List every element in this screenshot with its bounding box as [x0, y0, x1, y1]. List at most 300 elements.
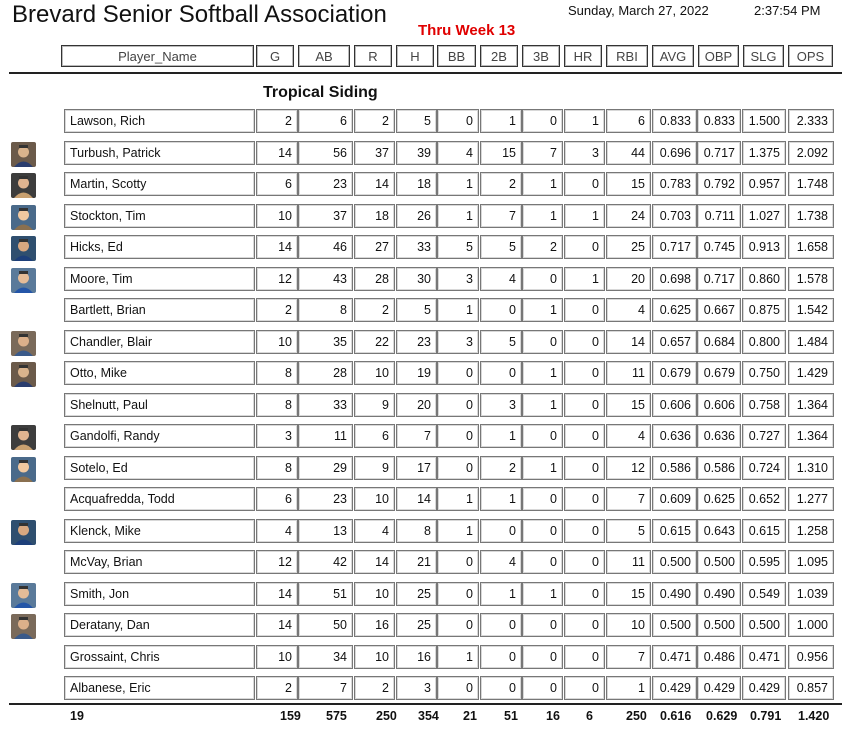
- stat-cell-ab: 33: [298, 393, 353, 417]
- stat-cell-avg: 0.696: [652, 141, 697, 165]
- total-avg: 0.616: [660, 709, 692, 723]
- stat-cell-g: 8: [256, 393, 298, 417]
- stat-cell-ops: 1.364: [788, 424, 834, 448]
- column-header-3b: 3B: [522, 45, 560, 67]
- stat-cell-bb: 1: [437, 298, 479, 322]
- stat-cell-2b: 1: [480, 109, 522, 133]
- stat-cell-rbi: 11: [606, 550, 651, 574]
- stat-cell-2b: 0: [480, 519, 522, 543]
- stat-cell-ops: 1.578: [788, 267, 834, 291]
- column-header-hr: HR: [564, 45, 602, 67]
- stat-cell-bb: 1: [437, 645, 479, 669]
- stat-cell-h: 5: [396, 298, 437, 322]
- stat-cell-h: 39: [396, 141, 437, 165]
- stat-cell-rbi: 44: [606, 141, 651, 165]
- stat-cell-obp: 0.792: [697, 172, 741, 196]
- total-bb: 21: [463, 709, 477, 723]
- player-photo: [11, 268, 36, 293]
- total-h: 354: [418, 709, 439, 723]
- stat-cell-ab: 43: [298, 267, 353, 291]
- stat-cell-obp: 0.711: [697, 204, 741, 228]
- stat-cell-obp: 0.745: [697, 235, 741, 259]
- stat-cell-h: 5: [396, 109, 437, 133]
- stat-cell-obp: 0.486: [697, 645, 741, 669]
- stat-cell-ab: 23: [298, 172, 353, 196]
- stat-cell-slg: 0.957: [742, 172, 786, 196]
- stat-cell-g: 12: [256, 267, 298, 291]
- stat-cell-3b: 1: [522, 172, 563, 196]
- stat-cell-ops: 1.364: [788, 393, 834, 417]
- total-g: 159: [280, 709, 301, 723]
- player-name-cell: Grossaint, Chris: [64, 645, 255, 669]
- stat-cell-ops: 1.310: [788, 456, 834, 480]
- stat-cell-avg: 0.586: [652, 456, 697, 480]
- player-name-cell: Bartlett, Brian: [64, 298, 255, 322]
- stat-cell-bb: 1: [437, 519, 479, 543]
- stat-cell-slg: 0.652: [742, 487, 786, 511]
- team-name: Tropical Siding: [263, 84, 378, 101]
- player-name-cell: Hicks, Ed: [64, 235, 255, 259]
- stat-cell-avg: 0.698: [652, 267, 697, 291]
- stat-cell-r: 10: [354, 645, 395, 669]
- stat-cell-ops: 1.429: [788, 361, 834, 385]
- stat-cell-g: 3: [256, 424, 298, 448]
- total-rbi: 250: [626, 709, 647, 723]
- stat-cell-ab: 34: [298, 645, 353, 669]
- stat-cell-avg: 0.657: [652, 330, 697, 354]
- stat-cell-g: 14: [256, 141, 298, 165]
- stat-cell-3b: 0: [522, 519, 563, 543]
- player-name-cell: Otto, Mike: [64, 361, 255, 385]
- stat-cell-2b: 5: [480, 235, 522, 259]
- stat-cell-avg: 0.833: [652, 109, 697, 133]
- stat-cell-obp: 0.429: [697, 676, 741, 700]
- stat-cell-2b: 0: [480, 613, 522, 637]
- stat-cell-g: 6: [256, 487, 298, 511]
- stat-cell-g: 12: [256, 550, 298, 574]
- stat-cell-3b: 7: [522, 141, 563, 165]
- stat-cell-h: 14: [396, 487, 437, 511]
- player-name-cell: Martin, Scotty: [64, 172, 255, 196]
- stat-cell-h: 3: [396, 676, 437, 700]
- total-slg: 0.791: [750, 709, 782, 723]
- stat-cell-hr: 0: [564, 645, 605, 669]
- stat-cell-g: 4: [256, 519, 298, 543]
- player-name-cell: Chandler, Blair: [64, 330, 255, 354]
- stat-cell-3b: 0: [522, 613, 563, 637]
- stat-cell-bb: 3: [437, 267, 479, 291]
- stat-cell-rbi: 7: [606, 487, 651, 511]
- player-photo: [11, 173, 36, 198]
- stat-cell-slg: 0.549: [742, 582, 786, 606]
- column-header-ops: OPS: [788, 45, 833, 67]
- stat-cell-2b: 3: [480, 393, 522, 417]
- stat-cell-ab: 8: [298, 298, 353, 322]
- stat-cell-ops: 1.738: [788, 204, 834, 228]
- stat-cell-ab: 23: [298, 487, 353, 511]
- stat-cell-ops: 2.333: [788, 109, 834, 133]
- stat-cell-3b: 0: [522, 330, 563, 354]
- stat-cell-2b: 1: [480, 487, 522, 511]
- stat-cell-slg: 1.375: [742, 141, 786, 165]
- stat-cell-g: 2: [256, 676, 298, 700]
- column-header-bb: BB: [437, 45, 476, 67]
- stat-cell-slg: 0.471: [742, 645, 786, 669]
- report-title: Brevard Senior Softball Association: [12, 1, 387, 28]
- stat-cell-avg: 0.609: [652, 487, 697, 511]
- stat-cell-bb: 0: [437, 613, 479, 637]
- stat-cell-2b: 0: [480, 298, 522, 322]
- stat-cell-slg: 0.429: [742, 676, 786, 700]
- player-name-cell: Stockton, Tim: [64, 204, 255, 228]
- stat-cell-hr: 0: [564, 172, 605, 196]
- header-divider: [9, 72, 842, 74]
- stat-cell-slg: 1.027: [742, 204, 786, 228]
- stat-cell-slg: 0.913: [742, 235, 786, 259]
- total-ab: 575: [326, 709, 347, 723]
- stat-cell-bb: 3: [437, 330, 479, 354]
- stat-cell-ab: 46: [298, 235, 353, 259]
- stat-cell-avg: 0.500: [652, 550, 697, 574]
- stat-cell-slg: 0.750: [742, 361, 786, 385]
- stat-cell-2b: 1: [480, 424, 522, 448]
- stat-cell-ab: 6: [298, 109, 353, 133]
- column-header-avg: AVG: [652, 45, 694, 67]
- stat-cell-g: 10: [256, 330, 298, 354]
- stat-cell-bb: 1: [437, 172, 479, 196]
- stat-cell-obp: 0.606: [697, 393, 741, 417]
- column-header-2b: 2B: [480, 45, 518, 67]
- stat-cell-r: 9: [354, 393, 395, 417]
- stat-cell-slg: 0.875: [742, 298, 786, 322]
- stat-cell-2b: 1: [480, 582, 522, 606]
- stat-cell-3b: 0: [522, 487, 563, 511]
- stat-cell-rbi: 15: [606, 582, 651, 606]
- stat-cell-hr: 0: [564, 361, 605, 385]
- stat-cell-avg: 0.471: [652, 645, 697, 669]
- stat-cell-hr: 0: [564, 487, 605, 511]
- stat-cell-slg: 1.500: [742, 109, 786, 133]
- stat-cell-ab: 50: [298, 613, 353, 637]
- stat-cell-rbi: 14: [606, 330, 651, 354]
- stat-cell-avg: 0.615: [652, 519, 697, 543]
- stat-cell-ops: 1.277: [788, 487, 834, 511]
- total-ops: 1.420: [798, 709, 830, 723]
- stat-cell-hr: 3: [564, 141, 605, 165]
- stat-cell-2b: 0: [480, 676, 522, 700]
- stat-cell-h: 26: [396, 204, 437, 228]
- stat-cell-2b: 2: [480, 456, 522, 480]
- stat-cell-2b: 5: [480, 330, 522, 354]
- column-header-slg: SLG: [743, 45, 784, 67]
- stat-cell-ab: 7: [298, 676, 353, 700]
- player-name-cell: Albanese, Eric: [64, 676, 255, 700]
- column-header-rbi: RBI: [606, 45, 648, 67]
- stat-cell-obp: 0.500: [697, 550, 741, 574]
- stat-cell-rbi: 25: [606, 235, 651, 259]
- stat-cell-3b: 1: [522, 361, 563, 385]
- column-header-r: R: [354, 45, 392, 67]
- player-name-cell: Gandolfi, Randy: [64, 424, 255, 448]
- stat-cell-ops: 0.956: [788, 645, 834, 669]
- stat-cell-h: 19: [396, 361, 437, 385]
- stat-cell-g: 14: [256, 582, 298, 606]
- stat-cell-3b: 0: [522, 676, 563, 700]
- stat-cell-avg: 0.625: [652, 298, 697, 322]
- player-photo: [11, 583, 36, 608]
- stat-cell-ab: 11: [298, 424, 353, 448]
- stat-cell-bb: 0: [437, 109, 479, 133]
- stat-cell-ops: 1.039: [788, 582, 834, 606]
- stat-cell-g: 6: [256, 172, 298, 196]
- stat-cell-slg: 0.724: [742, 456, 786, 480]
- stat-cell-rbi: 4: [606, 424, 651, 448]
- player-name-cell: Shelnutt, Paul: [64, 393, 255, 417]
- stat-cell-ab: 28: [298, 361, 353, 385]
- stat-cell-g: 14: [256, 613, 298, 637]
- stat-cell-r: 4: [354, 519, 395, 543]
- stat-cell-g: 10: [256, 645, 298, 669]
- stat-cell-hr: 0: [564, 330, 605, 354]
- stat-cell-ops: 2.092: [788, 141, 834, 165]
- player-name-cell: Deratany, Dan: [64, 613, 255, 637]
- stat-cell-ab: 29: [298, 456, 353, 480]
- stat-cell-ops: 1.658: [788, 235, 834, 259]
- stat-cell-r: 10: [354, 582, 395, 606]
- report-date: Sunday, March 27, 2022: [568, 3, 709, 18]
- stat-cell-ops: 1.095: [788, 550, 834, 574]
- stat-cell-avg: 0.703: [652, 204, 697, 228]
- stat-cell-ab: 51: [298, 582, 353, 606]
- total-hr: 6: [586, 709, 593, 723]
- stat-cell-ops: 1.748: [788, 172, 834, 196]
- stat-cell-rbi: 5: [606, 519, 651, 543]
- stat-cell-avg: 0.783: [652, 172, 697, 196]
- stat-cell-obp: 0.500: [697, 613, 741, 637]
- player-name-cell: Acquafredda, Todd: [64, 487, 255, 511]
- stat-cell-obp: 0.717: [697, 141, 741, 165]
- stat-cell-slg: 0.800: [742, 330, 786, 354]
- stat-cell-2b: 4: [480, 550, 522, 574]
- stat-cell-h: 8: [396, 519, 437, 543]
- stat-cell-3b: 2: [522, 235, 563, 259]
- stat-cell-g: 10: [256, 204, 298, 228]
- stat-cell-h: 25: [396, 582, 437, 606]
- stat-cell-h: 30: [396, 267, 437, 291]
- stat-cell-bb: 0: [437, 424, 479, 448]
- column-header-g: G: [256, 45, 294, 67]
- total-obp: 0.629: [706, 709, 738, 723]
- stat-cell-hr: 0: [564, 519, 605, 543]
- stat-cell-r: 18: [354, 204, 395, 228]
- stat-cell-hr: 1: [564, 109, 605, 133]
- stat-cell-bb: 5: [437, 235, 479, 259]
- stat-cell-avg: 0.679: [652, 361, 697, 385]
- player-name-cell: Sotelo, Ed: [64, 456, 255, 480]
- stat-cell-2b: 2: [480, 172, 522, 196]
- stat-cell-h: 21: [396, 550, 437, 574]
- total-player-count: 19: [70, 709, 84, 723]
- stat-cell-bb: 1: [437, 204, 479, 228]
- stat-cell-rbi: 7: [606, 645, 651, 669]
- stat-cell-slg: 0.727: [742, 424, 786, 448]
- totals-divider: [9, 703, 842, 705]
- stat-cell-rbi: 12: [606, 456, 651, 480]
- stat-cell-3b: 0: [522, 109, 563, 133]
- stat-cell-obp: 0.679: [697, 361, 741, 385]
- stat-cell-obp: 0.717: [697, 267, 741, 291]
- player-name-cell: Moore, Tim: [64, 267, 255, 291]
- stat-cell-avg: 0.636: [652, 424, 697, 448]
- stat-cell-ab: 56: [298, 141, 353, 165]
- stat-cell-3b: 1: [522, 582, 563, 606]
- stat-cell-obp: 0.490: [697, 582, 741, 606]
- stat-cell-hr: 0: [564, 550, 605, 574]
- stat-cell-ops: 0.857: [788, 676, 834, 700]
- stat-cell-avg: 0.429: [652, 676, 697, 700]
- stat-cell-2b: 0: [480, 645, 522, 669]
- week-label: Thru Week 13: [418, 22, 516, 39]
- total-3b: 16: [546, 709, 560, 723]
- stat-cell-g: 8: [256, 456, 298, 480]
- stat-cell-rbi: 20: [606, 267, 651, 291]
- stat-cell-h: 16: [396, 645, 437, 669]
- stat-cell-3b: 0: [522, 267, 563, 291]
- stat-cell-rbi: 15: [606, 172, 651, 196]
- stat-cell-h: 17: [396, 456, 437, 480]
- stat-cell-hr: 0: [564, 456, 605, 480]
- stat-cell-obp: 0.667: [697, 298, 741, 322]
- stat-cell-hr: 1: [564, 267, 605, 291]
- stat-cell-3b: 0: [522, 550, 563, 574]
- stat-cell-r: 22: [354, 330, 395, 354]
- stat-cell-g: 14: [256, 235, 298, 259]
- stat-cell-2b: 7: [480, 204, 522, 228]
- stat-cell-r: 2: [354, 676, 395, 700]
- player-photo: [11, 362, 36, 387]
- stat-cell-avg: 0.717: [652, 235, 697, 259]
- player-photo: [11, 236, 36, 261]
- stat-cell-h: 33: [396, 235, 437, 259]
- stat-cell-hr: 0: [564, 676, 605, 700]
- stat-cell-r: 37: [354, 141, 395, 165]
- stat-cell-ops: 1.542: [788, 298, 834, 322]
- total-r: 250: [376, 709, 397, 723]
- stat-cell-2b: 0: [480, 361, 522, 385]
- stat-cell-ops: 1.258: [788, 519, 834, 543]
- stat-cell-ab: 13: [298, 519, 353, 543]
- stat-cell-obp: 0.643: [697, 519, 741, 543]
- column-header-ab: AB: [298, 45, 350, 67]
- stat-cell-avg: 0.500: [652, 613, 697, 637]
- player-photo: [11, 425, 36, 450]
- total-2b: 51: [504, 709, 518, 723]
- stat-cell-r: 14: [354, 172, 395, 196]
- stat-cell-g: 2: [256, 109, 298, 133]
- stat-cell-r: 2: [354, 298, 395, 322]
- stat-cell-3b: 1: [522, 393, 563, 417]
- player-name-cell: Smith, Jon: [64, 582, 255, 606]
- stat-cell-r: 27: [354, 235, 395, 259]
- stat-cell-3b: 1: [522, 204, 563, 228]
- stat-cell-bb: 0: [437, 550, 479, 574]
- stat-cell-hr: 0: [564, 298, 605, 322]
- stat-cell-hr: 1: [564, 204, 605, 228]
- stat-cell-3b: 1: [522, 456, 563, 480]
- stat-cell-r: 2: [354, 109, 395, 133]
- stat-cell-bb: 1: [437, 487, 479, 511]
- stat-cell-2b: 15: [480, 141, 522, 165]
- stat-cell-bb: 0: [437, 456, 479, 480]
- stat-cell-h: 18: [396, 172, 437, 196]
- stat-cell-rbi: 24: [606, 204, 651, 228]
- stat-cell-r: 10: [354, 487, 395, 511]
- stat-cell-rbi: 11: [606, 361, 651, 385]
- stat-cell-ops: 1.000: [788, 613, 834, 637]
- player-name-cell: McVay, Brian: [64, 550, 255, 574]
- stat-cell-r: 6: [354, 424, 395, 448]
- player-photo: [11, 142, 36, 167]
- stat-cell-hr: 0: [564, 424, 605, 448]
- stat-cell-rbi: 4: [606, 298, 651, 322]
- stat-cell-g: 8: [256, 361, 298, 385]
- stat-cell-3b: 1: [522, 298, 563, 322]
- report-time: 2:37:54 PM: [754, 3, 821, 18]
- stat-cell-rbi: 6: [606, 109, 651, 133]
- column-header-obp: OBP: [698, 45, 739, 67]
- stat-cell-rbi: 1: [606, 676, 651, 700]
- stat-cell-slg: 0.595: [742, 550, 786, 574]
- stat-cell-3b: 0: [522, 424, 563, 448]
- player-photo: [11, 205, 36, 230]
- player-name-cell: Lawson, Rich: [64, 109, 255, 133]
- stat-cell-bb: 0: [437, 582, 479, 606]
- stat-cell-obp: 0.586: [697, 456, 741, 480]
- stat-cell-ab: 42: [298, 550, 353, 574]
- stat-cell-bb: 0: [437, 393, 479, 417]
- stat-cell-h: 23: [396, 330, 437, 354]
- player-photo: [11, 331, 36, 356]
- stat-cell-avg: 0.606: [652, 393, 697, 417]
- stat-cell-slg: 0.758: [742, 393, 786, 417]
- column-header-player-name: Player_Name: [61, 45, 254, 67]
- stat-cell-bb: 0: [437, 676, 479, 700]
- stat-cell-r: 14: [354, 550, 395, 574]
- player-photo: [11, 520, 36, 545]
- stat-cell-slg: 0.500: [742, 613, 786, 637]
- stat-cell-r: 10: [354, 361, 395, 385]
- stat-cell-hr: 0: [564, 235, 605, 259]
- stat-cell-rbi: 10: [606, 613, 651, 637]
- stat-cell-slg: 0.860: [742, 267, 786, 291]
- stat-cell-bb: 4: [437, 141, 479, 165]
- stat-cell-r: 28: [354, 267, 395, 291]
- stat-cell-avg: 0.490: [652, 582, 697, 606]
- stat-cell-h: 20: [396, 393, 437, 417]
- stat-cell-hr: 0: [564, 393, 605, 417]
- stat-cell-ab: 37: [298, 204, 353, 228]
- stat-cell-obp: 0.636: [697, 424, 741, 448]
- stat-cell-3b: 0: [522, 645, 563, 669]
- player-name-cell: Klenck, Mike: [64, 519, 255, 543]
- player-photo: [11, 457, 36, 482]
- stat-cell-ab: 35: [298, 330, 353, 354]
- player-photo: [11, 614, 36, 639]
- stat-cell-bb: 0: [437, 361, 479, 385]
- stat-cell-g: 2: [256, 298, 298, 322]
- player-name-cell: Turbush, Patrick: [64, 141, 255, 165]
- stat-cell-ops: 1.484: [788, 330, 834, 354]
